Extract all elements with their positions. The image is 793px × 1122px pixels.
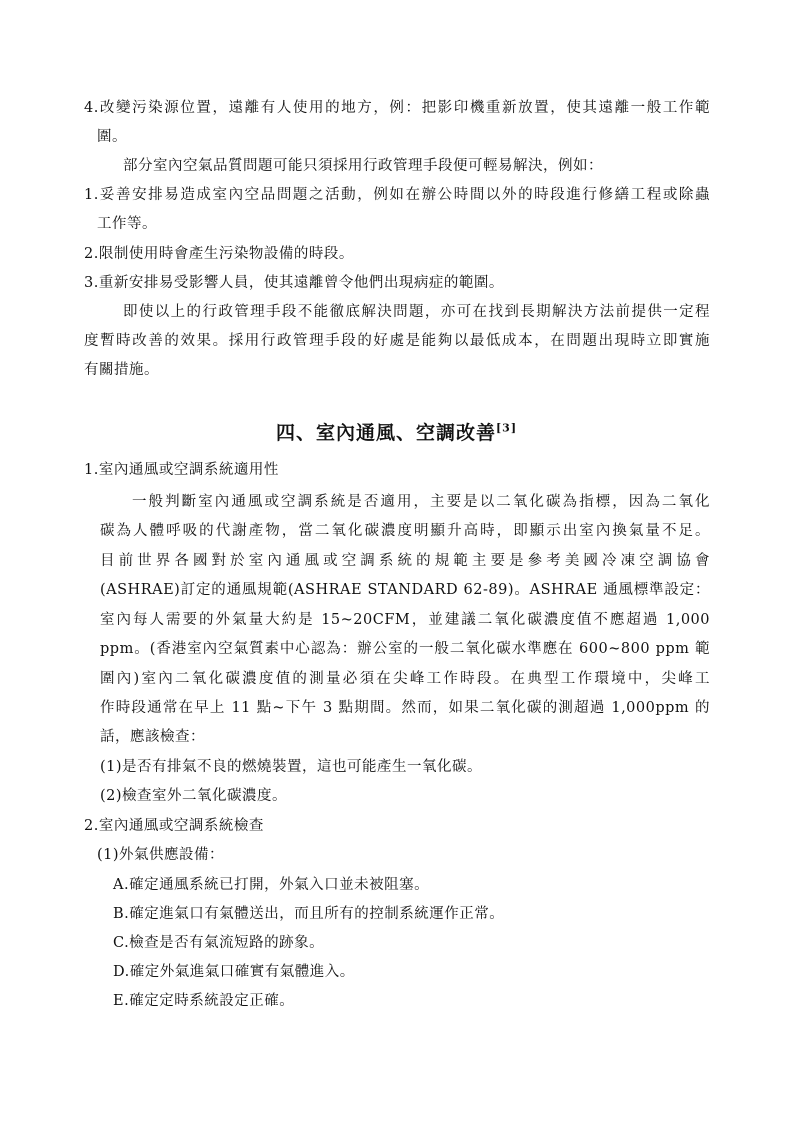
list-item: 3.重新安排易受影響人員，使其遠離曾令他們出現病症的範圍。 bbox=[84, 275, 504, 291]
list-item: 4.改變污染源位置，遠離有人使用的地方，例：把影印機重新放置，使其遠離一般工作範 bbox=[84, 100, 710, 116]
paragraph: 目前世界各國對於室內通風或空調系統的規範主要是參考美國冷凍空調協會 bbox=[100, 553, 710, 569]
paragraph: 一般判斷室內通風或空調系統是否適用，主要是以二氧化碳為指標，因為二氧化 bbox=[132, 494, 710, 510]
list-item-continuation: 圍。 bbox=[97, 129, 127, 145]
list-item: E.確定定時系統設定正確。 bbox=[113, 993, 295, 1009]
paragraph: 有關措施。 bbox=[84, 362, 159, 378]
reference-mark: [3] bbox=[495, 421, 518, 435]
list-item: (1)是否有排氣不良的燃燒裝置，這也可能產生一氧化碳。 bbox=[100, 759, 483, 775]
paragraph: 度暫時改善的效果。採用行政管理手段的好處是能夠以最低成本，在問題出現時立即實施 bbox=[84, 333, 710, 349]
paragraph: (ASHRAE)訂定的通風規範(ASHRAE STANDARD 62-89)。ASHRAE 通風標準設定： bbox=[100, 582, 710, 598]
paragraph: ppm。(香港室內空氣質素中心認為：辦公室的一般二氧化碳水準應在 600~800 ppm 範 bbox=[100, 641, 710, 657]
list-item: (1)外氣供應設備： bbox=[97, 847, 225, 863]
heading-text: 四、室內通風、空調改善 bbox=[275, 422, 496, 444]
subsection-title: 2.室內通風或空調系統檢查 bbox=[84, 818, 264, 834]
subsection-title: 1.室內通風或空調系統適用性 bbox=[84, 462, 279, 478]
section-heading bbox=[0, 418, 793, 445]
paragraph: 部分室內空氣品質問題可能只須採用行政管理手段便可輕易解決，例如： bbox=[123, 158, 603, 174]
paragraph: 圍內)室內二氧化碳濃度值的測量必須在尖峰工作時段。在典型工作環境中，尖峰工 bbox=[100, 671, 710, 687]
paragraph: 即使以上的行政管理手段不能徹底解決問題，亦可在找到長期解決方法前提供一定程 bbox=[123, 304, 710, 320]
list-item: 2.限制使用時會產生污染物設備的時段。 bbox=[84, 246, 354, 262]
paragraph: 作時段通常在早上 11 點~下午 3 點期間。然而，如果二氧化碳的測超過 1,000ppm 的 bbox=[100, 700, 710, 716]
list-item: D.確定外氣進氣口確實有氣體進入。 bbox=[113, 964, 355, 980]
paragraph: 話，應該檢查： bbox=[100, 729, 205, 745]
list-item: B.確定進氣口有氣體送出，而且所有的控制系統運作正常。 bbox=[113, 906, 505, 922]
list-item-continuation: 工作等。 bbox=[97, 216, 157, 232]
list-item: (2)檢查室外二氧化碳濃度。 bbox=[100, 788, 288, 804]
list-item: C.檢查是否有氣流短路的跡象。 bbox=[113, 935, 325, 951]
paragraph: 碳為人體呼吸的代謝產物，當二氧化碳濃度明顯升高時，即顯示出室內換氣量不足。 bbox=[100, 523, 710, 539]
list-item: A.確定通風系統已打開，外氣入口並未被阻塞。 bbox=[113, 877, 430, 893]
paragraph: 室內每人需要的外氣量大約是 15~20CFM，並建議二氧化碳濃度值不應超過 1,000 bbox=[100, 612, 710, 628]
list-item: 1.妥善安排易造成室內空品問題之活動，例如在辦公時間以外的時段進行修繕工程或除蟲 bbox=[84, 187, 710, 203]
